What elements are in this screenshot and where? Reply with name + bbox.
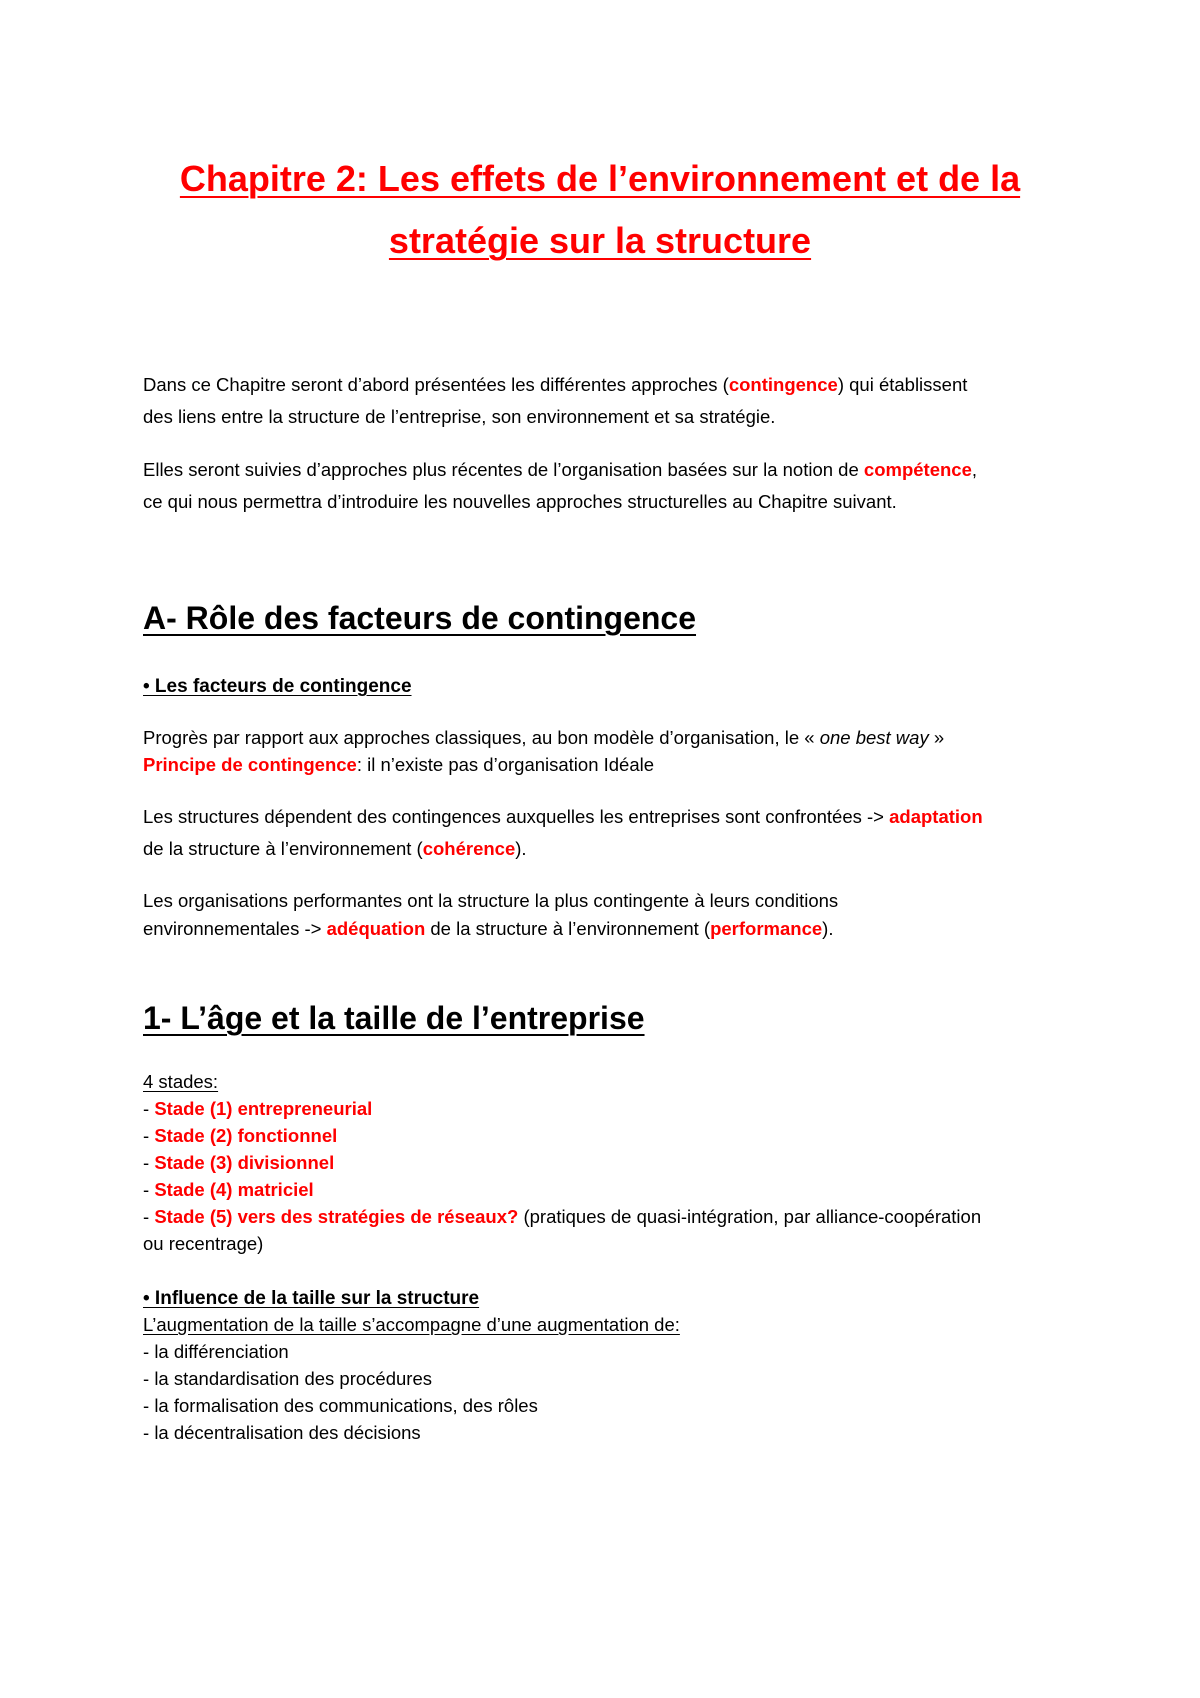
keyword-principe: Principe de contingence: [143, 754, 357, 775]
text: »: [928, 727, 945, 748]
text: environnementales ->: [143, 918, 327, 939]
text: (pratiques de quasi-intégration, par alliance-coopération: [518, 1206, 982, 1227]
stages-label: 4 stades:: [143, 1071, 219, 1092]
stage-3: Stade (3) divisionnel: [154, 1152, 335, 1173]
text: ).: [822, 918, 834, 939]
text: la décentralisation des décisions: [154, 1422, 421, 1443]
intro-paragraph-1: [143, 369, 1073, 433]
influence-list: [143, 1311, 1073, 1446]
text: la différenciation: [154, 1341, 289, 1362]
one-best-way: one best way: [819, 727, 929, 748]
keyword-contingence: contingence: [728, 374, 838, 395]
text: ce qui nous permettra d’introduire les nouvelles approches structurelles au Chapitre suivant.: [143, 491, 897, 512]
stage-1: Stade (1) entrepreneurial: [154, 1098, 373, 1119]
intro-paragraph-2: [143, 454, 1073, 518]
text: de la structure à l’environnement (: [143, 838, 423, 859]
list-item: - la différenciation: [143, 1341, 289, 1362]
section-1-heading: 1- L’âge et la taille de l’entreprise: [143, 1000, 645, 1036]
contingency-paragraph-1: [143, 724, 1073, 778]
stages-list: [143, 1068, 1073, 1257]
keyword-performance: performance: [710, 918, 823, 939]
keyword-adaptation: adaptation: [889, 806, 983, 827]
list-item: - Stade (2) fonctionnel: [143, 1125, 338, 1146]
contingency-paragraph-2: [143, 801, 1073, 865]
list-item: - Stade (1) entrepreneurial: [143, 1098, 373, 1119]
stage-2: Stade (2) fonctionnel: [154, 1125, 338, 1146]
list-item: - Stade (4) matriciel: [143, 1179, 314, 1200]
text: ).: [515, 838, 527, 859]
keyword-coherence: cohérence: [422, 838, 516, 859]
text: des liens entre la structure de l’entreprise, son environnement et sa stratégie.: [143, 406, 776, 427]
text: la formalisation des communications, des rôles: [154, 1395, 538, 1416]
text: Les structures dépendent des contingences auxquelles les entreprises sont confrontées ->: [143, 806, 890, 827]
text: la standardisation des procédures: [154, 1368, 432, 1389]
text: Dans ce Chapitre seront d’abord présentées les différentes approches (: [143, 374, 729, 395]
list-item: - Stade (5) vers des stratégies de réseaux? (pratiques de quasi-intégration, par alliance-coopération: [143, 1206, 982, 1227]
text: ou recentrage): [143, 1233, 264, 1254]
influence-intro: L’augmentation de la taille s’accompagne d’une augmentation de:: [143, 1314, 680, 1335]
list-item: - Stade (3) divisionnel: [143, 1152, 335, 1173]
keyword-competence: compétence: [863, 459, 972, 480]
list-item: - la standardisation des procédures: [143, 1368, 432, 1389]
chapter-title: [100, 148, 1100, 272]
text: de la structure à l’environnement (: [425, 918, 711, 939]
contingency-paragraph-3: [143, 887, 1073, 943]
chapter-title-line-2: stratégie sur la structure: [388, 220, 812, 261]
list-item: - la décentralisation des décisions: [143, 1422, 421, 1443]
stage-4: Stade (4) matriciel: [154, 1179, 314, 1200]
text: : il n’existe pas d’organisation Idéale: [356, 754, 655, 775]
text: Progrès par rapport aux approches classiques, au bon modèle d’organisation, le «: [143, 727, 820, 748]
influence-subheading: • Influence de la taille sur la structure: [143, 1288, 480, 1309]
section-a-heading: A- Rôle des facteurs de contingence: [143, 600, 697, 636]
text: Elles seront suivies d’approches plus récentes de l’organisation basées sur la notion de: [143, 459, 864, 480]
list-item: - la formalisation des communications, des rôles: [143, 1395, 538, 1416]
stage-5: Stade (5) vers des stratégies de réseaux?: [154, 1206, 519, 1227]
contingency-factors-subheading: • Les facteurs de contingence: [143, 676, 412, 697]
text: ,: [971, 459, 978, 480]
text: ) qui établissent: [837, 374, 968, 395]
chapter-title-line-1: Chapitre 2: Les effets de l’environnement et de la: [179, 158, 1021, 199]
keyword-adequation: adéquation: [326, 918, 426, 939]
text: Les organisations performantes ont la structure la plus contingente à leurs conditions: [143, 890, 839, 911]
